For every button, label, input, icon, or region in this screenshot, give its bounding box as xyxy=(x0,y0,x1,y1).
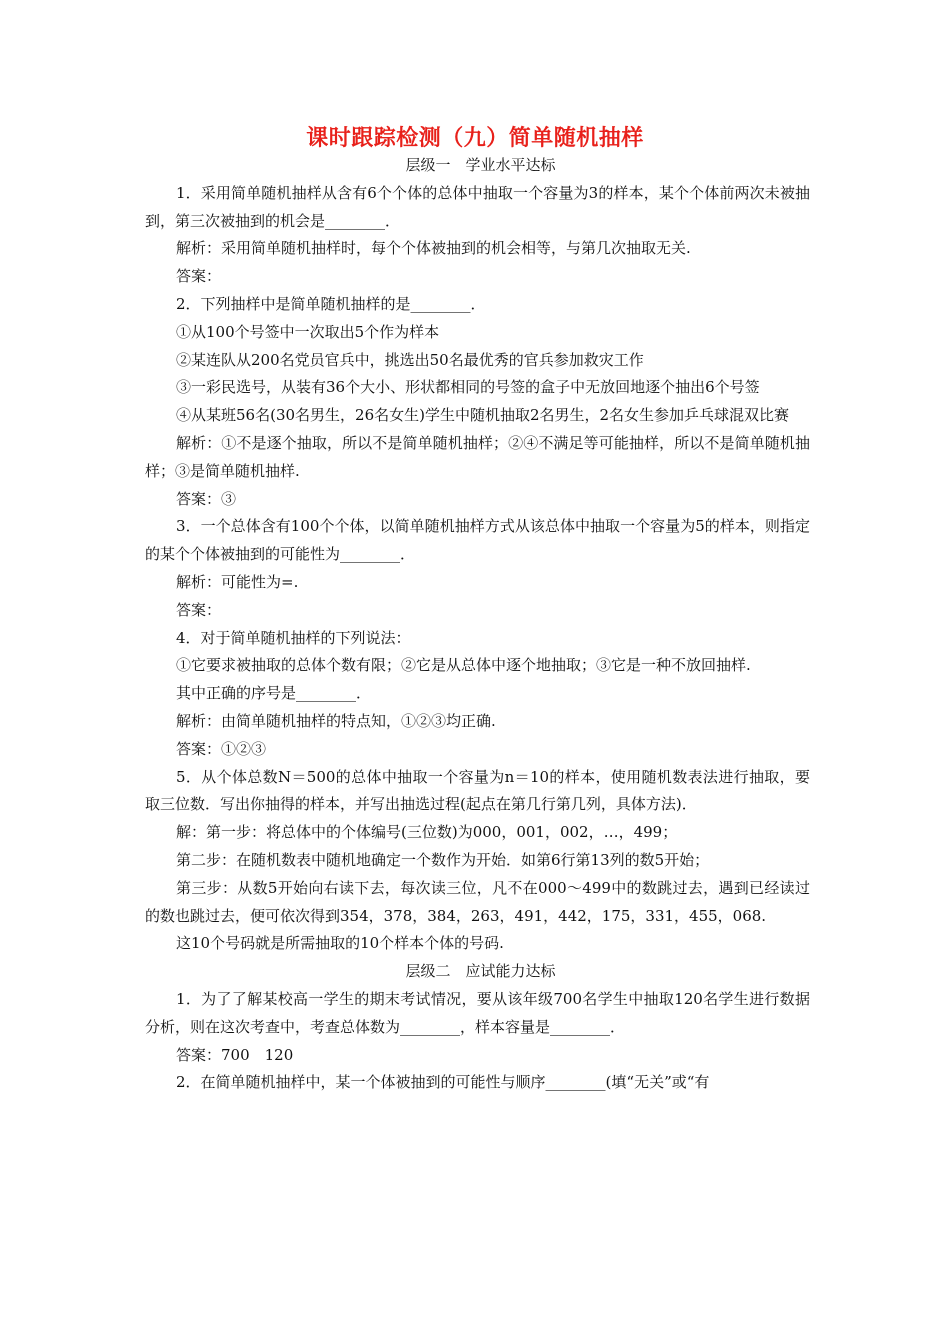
q4-analysis: 解析：由简单随机抽样的特点知，①②③均正确. xyxy=(176,711,496,730)
q5-conclusion: 这10个号码就是所需抽取的10个样本个体的号码. xyxy=(176,934,504,953)
l2-q2-question: 2．在简单随机抽样中，某一个体被抽到的可能性与顺序________(填“无关”或“有 xyxy=(176,1073,710,1092)
q5-step-1: 解：第一步：将总体中的个体编号(三位数)为000，001，002，…，499； xyxy=(176,823,678,842)
l2-q1-answer: 答案：700 120 xyxy=(176,1045,294,1064)
l2-q1-question: 1．为了了解某校高一学生的期末考试情况，要从该年级700名学生中抽取120名学生进行数据分析，则在这次考查中，考查总体数为________，样本容量是________． xyxy=(145,989,810,1036)
q4-question: 4．对于简单随机抽样的下列说法： xyxy=(176,628,411,647)
q4-statements: ①它要求被抽取的总体个数有限；②它是从总体中逐个地抽取；③它是一种不放回抽样. xyxy=(176,656,751,675)
q2-question: 2．下列抽样中是简单随机抽样的是________． xyxy=(176,294,486,313)
section-heading-level2: 层级二 应试能力达标 xyxy=(405,962,556,981)
q5-question: 5．从个体总数N＝500的总体中抽取一个容量为n＝10的样本，使用随机数表法进行抽取，要取三位数．写出你抽得的样本，并写出抽选过程(起点在第几行第几列，具体方法)． xyxy=(145,767,810,814)
q4-prompt: 其中正确的序号是________． xyxy=(176,684,372,703)
q5-step-3: 第三步：从数5开始向右读下去，每次读三位，凡不在000～499中的数跳过去，遇到已经读过的数也跳过去，便可依次得到354，378，384，263，491，442，175，331，455，068. xyxy=(145,878,810,925)
q2-analysis: 解析：①不是逐个抽取，所以不是简单随机抽样；②④不满足等可能抽样，所以不是简单随机抽样；③是简单随机抽样. xyxy=(145,433,810,480)
q2-option-4: ④从某班56名(30名男生，26名女生)学生中随机抽取2名男生，2名女生参加乒乓球混双比赛 xyxy=(176,406,790,425)
document-body xyxy=(145,152,810,1097)
q5-step-2: 第二步：在随机数表中随机地确定一个数作为开始．如第6行第13列的数5开始； xyxy=(176,850,710,869)
q1-analysis: 解析：采用简单随机抽样时，每个个体被抽到的机会相等，与第几次抽取无关. xyxy=(176,239,691,258)
q2-option-2: ②某连队从200名党员官兵中，挑选出50名最优秀的官兵参加救灾工作 xyxy=(176,350,644,369)
q2-option-3: ③一彩民选号，从装有36个大小、形状都相同的号签的盒子中无放回地逐个抽出6个号签 xyxy=(176,378,760,397)
q2-answer: 答案：③ xyxy=(176,489,237,508)
q3-answer: 答案： xyxy=(176,600,222,619)
page-title: 课时跟踪检测（九）简单随机抽样 xyxy=(306,126,644,151)
q3-question: 3．一个总体含有100个个体，以简单随机抽样方式从该总体中抽取一个容量为5的样本，则指定的某个个体被抽到的可能性为________． xyxy=(145,517,810,564)
q3-analysis: 解析：可能性为=. xyxy=(176,572,299,591)
q1-question: 1．采用简单随机抽样从含有6个个体的总体中抽取一个容量为3的样本，某个个体前两次未被抽到，第三次被抽到的机会是________． xyxy=(145,183,810,230)
q1-answer: 答案： xyxy=(176,267,222,286)
q4-answer: 答案：①②③ xyxy=(176,739,267,758)
section-heading-level1: 层级一 学业水平达标 xyxy=(405,156,556,174)
q2-option-1: ①从100个号签中一次取出5个作为样本 xyxy=(176,322,440,341)
